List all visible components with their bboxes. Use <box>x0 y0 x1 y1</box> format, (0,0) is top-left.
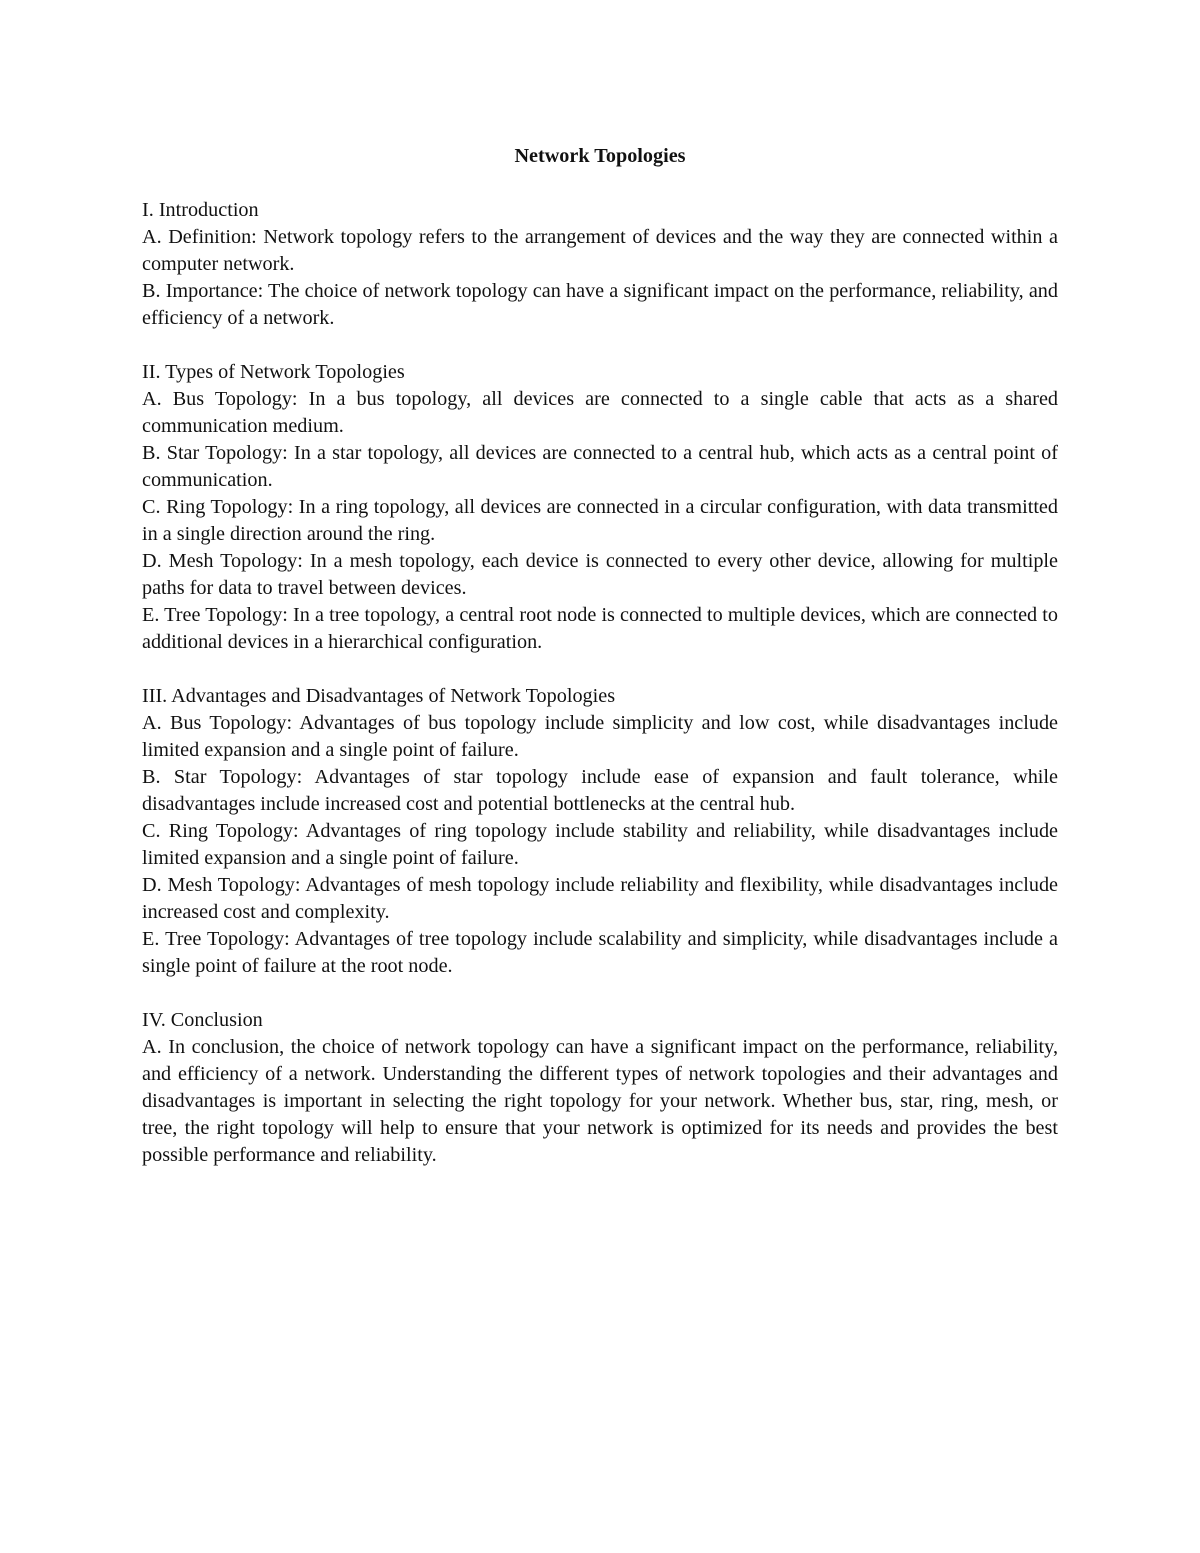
section-advantages-disadvantages <box>142 683 1058 980</box>
paragraph: B. Star Topology: In a star topology, all devices are connected to a central hub, which acts as a central point of communication. <box>142 442 1058 491</box>
section-conclusion <box>142 1007 1058 1169</box>
section-heading: I. Introduction <box>142 199 259 221</box>
paragraph: C. Ring Topology: In a ring topology, all devices are connected in a circular configuration, with data transmitted in a single direction around the ring. <box>142 496 1058 545</box>
paragraph: B. Importance: The choice of network topology can have a significant impact on the performance, reliability, and efficiency of a network. <box>142 280 1058 329</box>
document-body <box>142 143 1058 1196</box>
paragraph: A. Bus Topology: In a bus topology, all devices are connected to a single cable that acts as a shared communication medium. <box>142 388 1058 437</box>
paragraph: E. Tree Topology: Advantages of tree topology include scalability and simplicity, while disadvantages include a single point of failure at the root node. <box>142 928 1058 977</box>
paragraph: A. In conclusion, the choice of network topology can have a significant impact on the performance, reliability, and efficiency of a network. Understanding the different types of network topologies and their advantages and disadvantages is important in selecting the right topology for your network. Whether bus, star, ring, mesh, or tree, the right topology will help to ensure that your network is optimized for its needs and provides the best possible performance and reliability. <box>142 1036 1058 1166</box>
section-heading: II. Types of Network Topologies <box>142 361 405 383</box>
paragraph: C. Ring Topology: Advantages of ring topology include stability and reliability, while disadvantages include limited expansion and a single point of failure. <box>142 820 1058 869</box>
section-heading: III. Advantages and Disadvantages of Network Topologies <box>142 685 616 707</box>
document-title: Network Topologies <box>514 145 686 167</box>
section-types <box>142 359 1058 656</box>
paragraph: E. Tree Topology: In a tree topology, a central root node is connected to multiple devices, which are connected to additional devices in a hierarchical configuration. <box>142 604 1058 653</box>
paragraph: D. Mesh Topology: Advantages of mesh topology include reliability and flexibility, while disadvantages include increased cost and complexity. <box>142 874 1058 923</box>
section-introduction <box>142 197 1058 332</box>
section-heading: IV. Conclusion <box>142 1009 263 1031</box>
paragraph: D. Mesh Topology: In a mesh topology, each device is connected to every other device, allowing for multiple paths for data to travel between devices. <box>142 550 1058 599</box>
paragraph: A. Bus Topology: Advantages of bus topology include simplicity and low cost, while disadvantages include limited expansion and a single point of failure. <box>142 712 1058 761</box>
paragraph: A. Definition: Network topology refers to the arrangement of devices and the way they are connected within a computer network. <box>142 226 1058 275</box>
paragraph: B. Star Topology: Advantages of star topology include ease of expansion and fault tolerance, while disadvantages include increased cost and potential bottlenecks at the central hub. <box>142 766 1058 815</box>
